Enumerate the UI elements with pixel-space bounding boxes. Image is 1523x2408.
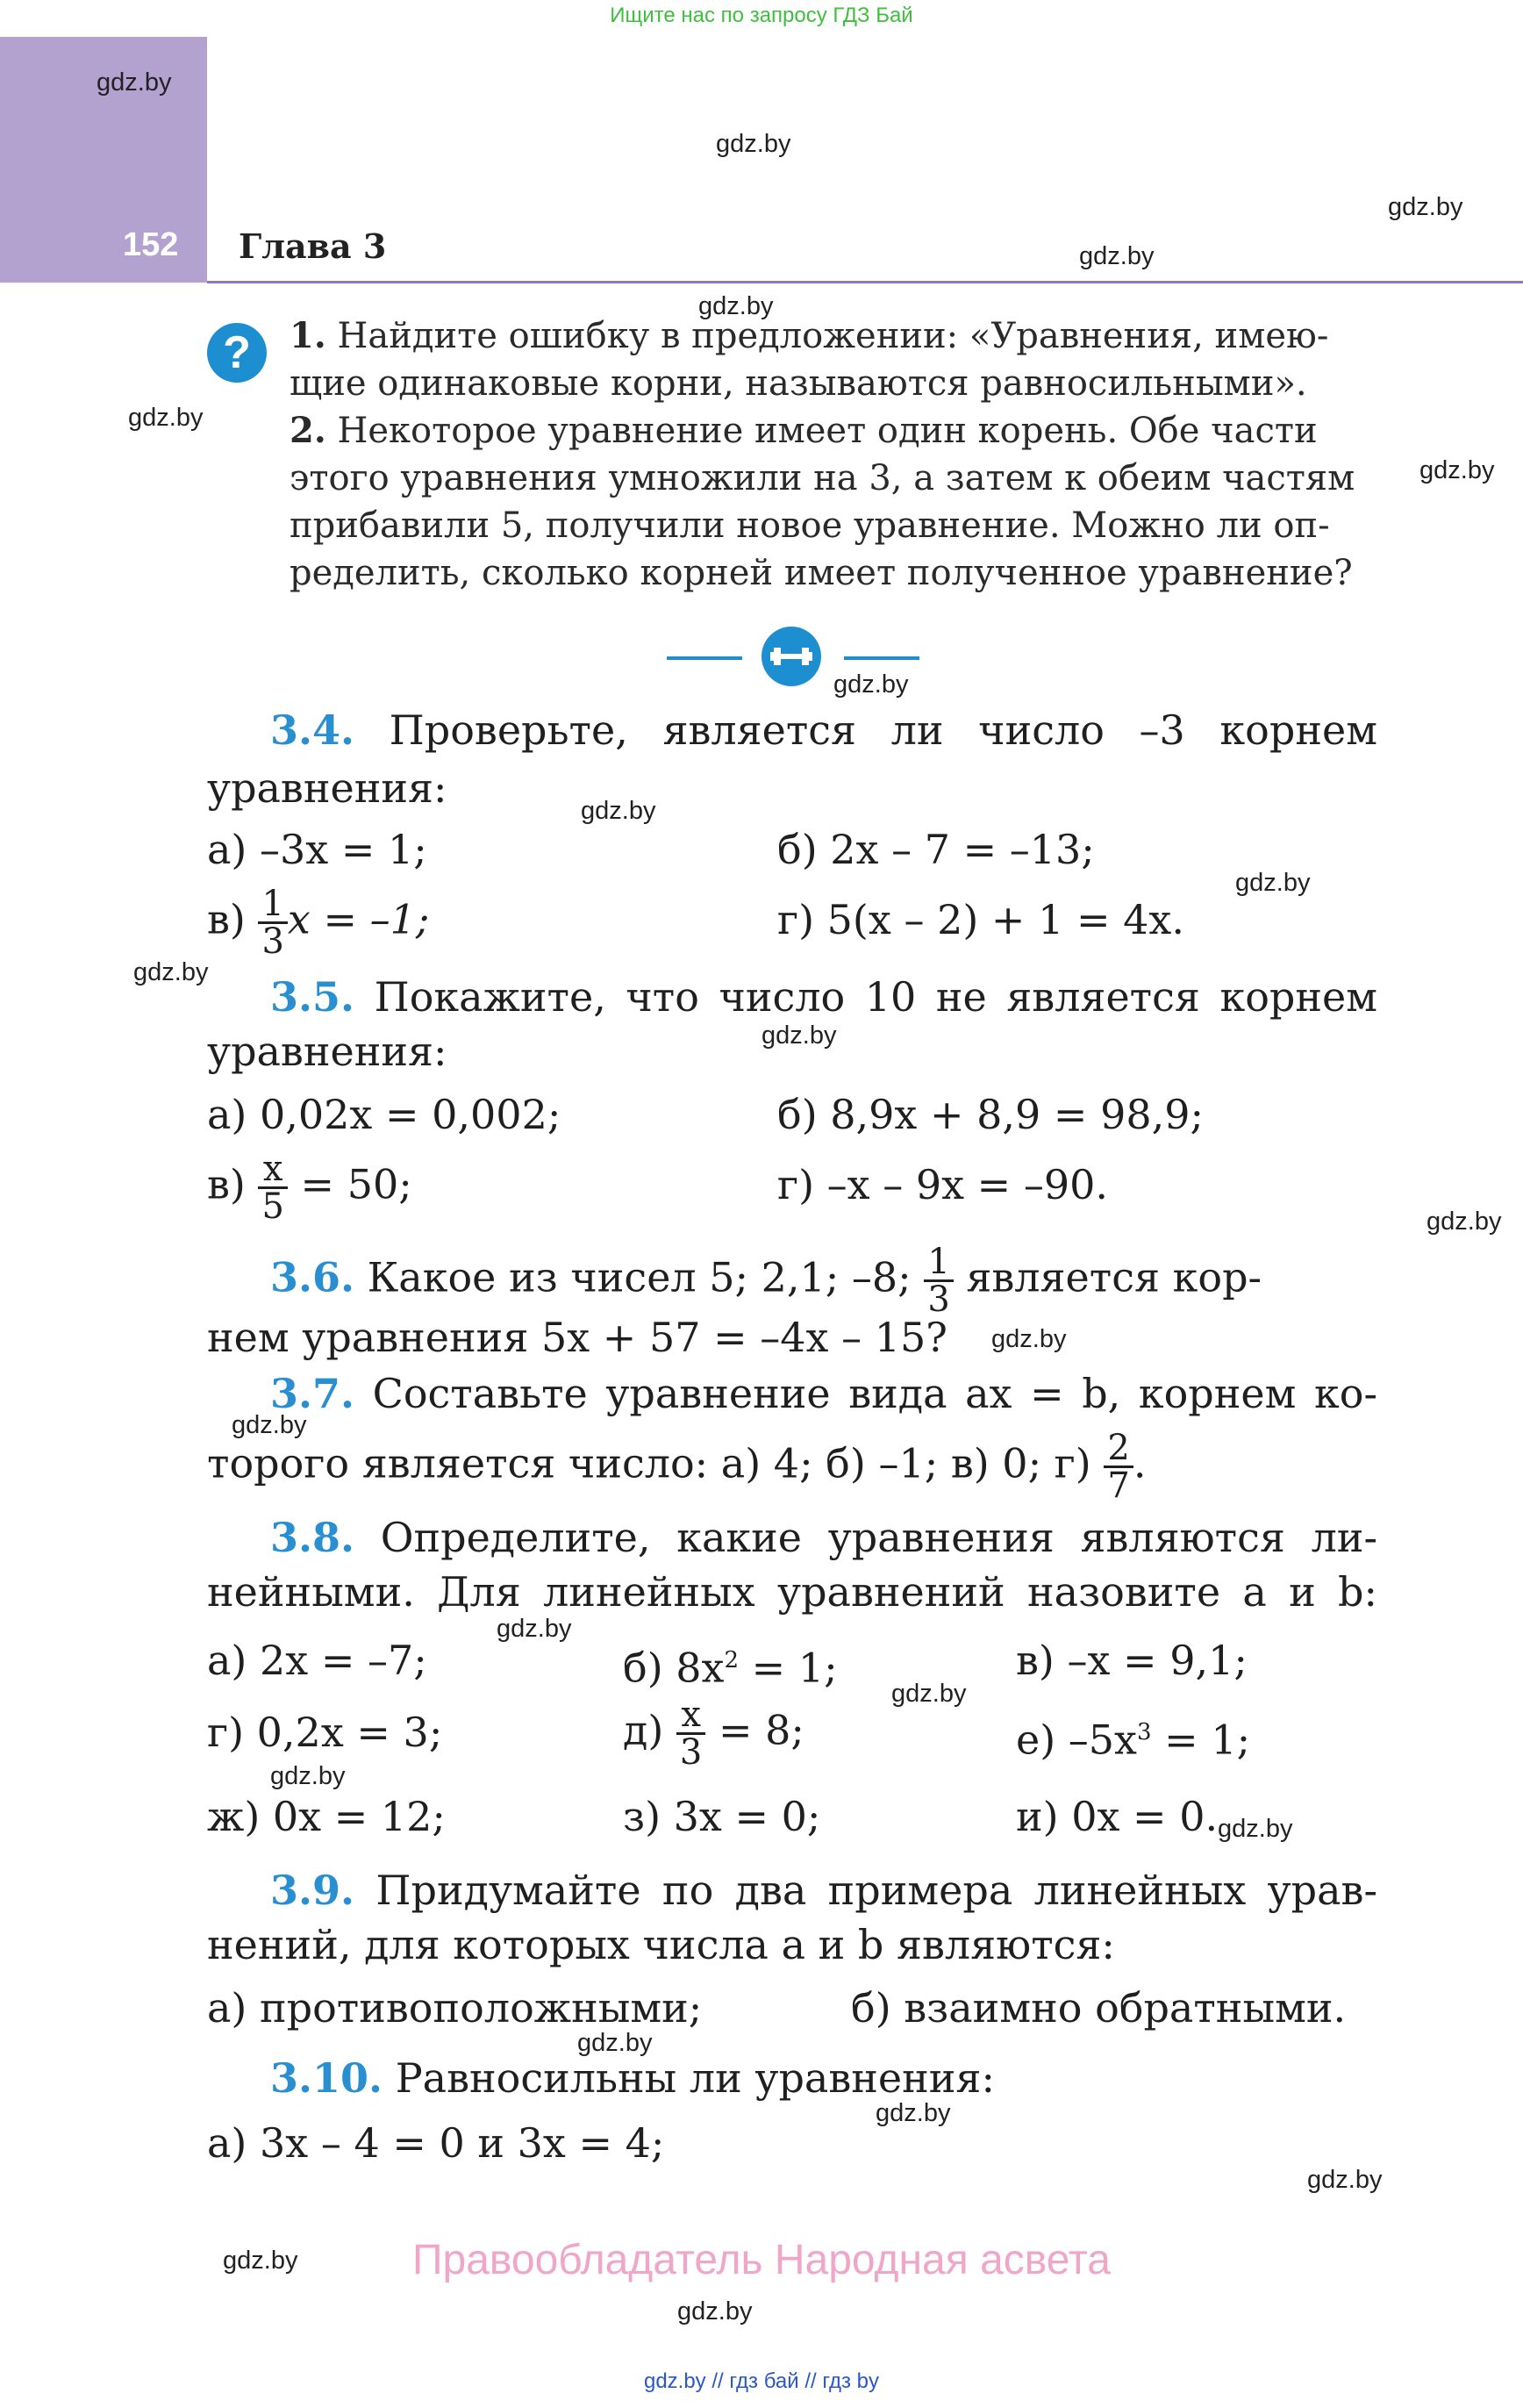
exercise-3-5-g: г) –x – 9x = –90.	[777, 1161, 1109, 1208]
exercise-3-8-g: г) 0,2x = 3;	[207, 1709, 443, 1756]
fraction: $\frac{x}{5}$	[258, 1151, 287, 1224]
watermark: gdz.by	[497, 1615, 572, 1643]
question-2-line: ределить, сколько корней имеет полученное уравнение?	[290, 553, 1353, 593]
watermark: gdz.by	[1307, 2166, 1383, 2194]
copyright: Правообладатель Народная асвета	[412, 2237, 1111, 2283]
watermark: gdz.by	[991, 1325, 1067, 1353]
exercise-3-8-line: 3.8. Определите, какие уравнения являются ли-	[270, 1514, 1378, 1561]
exercise-number: 3.10.	[270, 2054, 383, 2102]
exercise-3-8-e: е) $-5x^3 = 1$;	[1016, 1716, 1251, 1764]
watermark: gdz.by	[762, 1021, 837, 1050]
watermark: gdz.by	[97, 68, 172, 97]
exercise-number: 3.4.	[270, 706, 355, 754]
exercise-3-8-zh: ж) 0x = 12;	[207, 1793, 446, 1840]
exercise-3-8-line: нейными. Для линейных уравнений назовите a и b:	[207, 1568, 1377, 1616]
exercise-3-5-a: а) 0,02x = 0,002;	[207, 1091, 561, 1138]
watermark: gdz.by	[698, 292, 774, 320]
footer-links[interactable]: gdz.by // гдз бай // гдз by	[643, 2369, 880, 2393]
watermark: gdz.by	[1235, 869, 1311, 897]
watermark: gdz.by	[716, 130, 791, 158]
watermark: gdz.by	[232, 1411, 307, 1439]
exercise-number: 3.7.	[270, 1370, 355, 1417]
exercise-3-5-v: в) $\frac{x}{5}$ = 50;	[207, 1149, 412, 1227]
fraction: $\frac{2}{7}$	[1104, 1430, 1133, 1503]
question-number: 1.	[290, 315, 326, 356]
exercise-number: 3.5.	[270, 973, 355, 1021]
exercise-3-4-g: г) 5(x – 2) + 1 = 4x.	[777, 896, 1184, 943]
exercise-3-4-b: б) 2x – 7 = –13;	[777, 826, 1095, 873]
exercise-3-8-a: а) 2x = –7;	[207, 1637, 427, 1684]
exercise-3-7-line: 3.7. Составьте уравнение вида ax = b, корнем ко-	[270, 1370, 1377, 1417]
watermark: gdz.by	[1388, 193, 1463, 221]
exercise-3-4-a: а) –3x = 1;	[207, 826, 427, 873]
exercise-3-9-b: б) взаимно обратными.	[851, 1984, 1347, 2032]
watermark: gdz.by	[223, 2247, 298, 2275]
exercise-number: 3.6.	[270, 1253, 355, 1301]
exercise-number: 3.9.	[270, 1867, 355, 1914]
exercise-3-6-line: нем уравнения 5x + 57 = –4x – 15?	[207, 1314, 947, 1361]
watermark: gdz.by	[891, 1680, 967, 1708]
watermark: gdz.by	[876, 2099, 951, 2127]
question-1-line: щие одинаковые корни, называются равносильными».	[290, 363, 1307, 404]
exercise-3-4-line: 3.4. Проверьте, является ли число –3 корнем	[270, 706, 1377, 754]
question-1	[290, 312, 1377, 597]
watermark: gdz.by	[133, 958, 209, 986]
exercise-3-9-a: а) противоположными;	[207, 1984, 703, 2032]
exercise-3-6-line: 3.6. Какое из чисел 5; 2,1; –8; $\frac{1}{3}$ является кор-	[270, 1242, 1262, 1320]
exercise-3-4-line: уравнения:	[207, 764, 447, 812]
fraction: $\frac{1}{3}$	[924, 1244, 953, 1317]
watermark: gdz.by	[677, 2297, 753, 2326]
exercise-3-5-line: уравнения:	[207, 1028, 447, 1075]
header-rule	[207, 281, 1523, 283]
exercise-3-4-v: в) $\frac{1}{3}$ x = –1;	[207, 884, 430, 962]
dumbbell-icon	[762, 627, 821, 686]
exercise-3-7-line: торого является число: а) 4; б) –1; в) 0; г) $\frac{2}{7}$ .	[207, 1428, 1147, 1506]
question-2-line: прибавили 5, получили новое уравнение. Можно ли оп-	[290, 505, 1330, 546]
exercise-3-9-line: нений, для которых числа a и b являются:	[207, 1921, 1115, 1968]
exercise-3-8-i: и) 0x = 0.	[1016, 1793, 1219, 1840]
top-banner: Ищите нас по запросу ГДЗ Бай	[610, 4, 913, 27]
exercise-3-10-line: 3.10. Равносильны ли уравнения:	[270, 2054, 995, 2102]
exercise-3-8-z: з) 3x = 0;	[623, 1793, 821, 1840]
watermark: gdz.by	[577, 2029, 653, 2057]
question-2-line: 2. Некоторое уравнение имеет один корень. Обе части	[290, 410, 1318, 451]
chapter-title: Глава 3	[239, 226, 387, 266]
watermark: gdz.by	[1426, 1208, 1502, 1236]
watermark: gdz.by	[128, 404, 204, 432]
question-1-line: 1. Найдите ошибку в предложении: «Уравнения, имею-	[290, 315, 1329, 356]
exercise-3-5-b: б) 8,9x + 8,9 = 98,9;	[777, 1091, 1205, 1138]
divider-right	[844, 656, 919, 660]
question-number: 2.	[290, 410, 326, 451]
watermark: gdz.by	[833, 670, 909, 699]
exercise-3-8-b: б) $8x^2 = 1$;	[623, 1644, 838, 1692]
watermark: gdz.by	[1079, 242, 1155, 270]
exercise-3-5-line: 3.5. Покажите, что число 10 не является корнем	[270, 973, 1377, 1021]
watermark: gdz.by	[270, 1762, 346, 1790]
fraction: $\frac{1}{3}$	[258, 886, 287, 959]
exercise-3-9-line: 3.9. Придумайте по два примера линейных урав-	[270, 1867, 1377, 1914]
page-number: 152	[123, 226, 179, 263]
divider-left	[667, 656, 742, 660]
question-2-line: этого уравнения умножили на 3, а затем к обеим частям	[290, 458, 1355, 498]
watermark: gdz.by	[1218, 1815, 1293, 1843]
watermark: gdz.by	[581, 797, 656, 825]
exercise-3-8-d: д) $\frac{x}{3}$ = 8;	[623, 1695, 804, 1773]
exercise-3-8-v: в) –x = 9,1;	[1016, 1637, 1248, 1684]
fraction: $\frac{x}{3}$	[676, 1697, 705, 1770]
exercise-number: 3.8.	[270, 1514, 355, 1561]
watermark: gdz.by	[1419, 456, 1495, 484]
exercise-3-10-a: а) 3x – 4 = 0 и 3x = 4;	[207, 2119, 665, 2167]
question-icon: ?	[207, 323, 267, 383]
